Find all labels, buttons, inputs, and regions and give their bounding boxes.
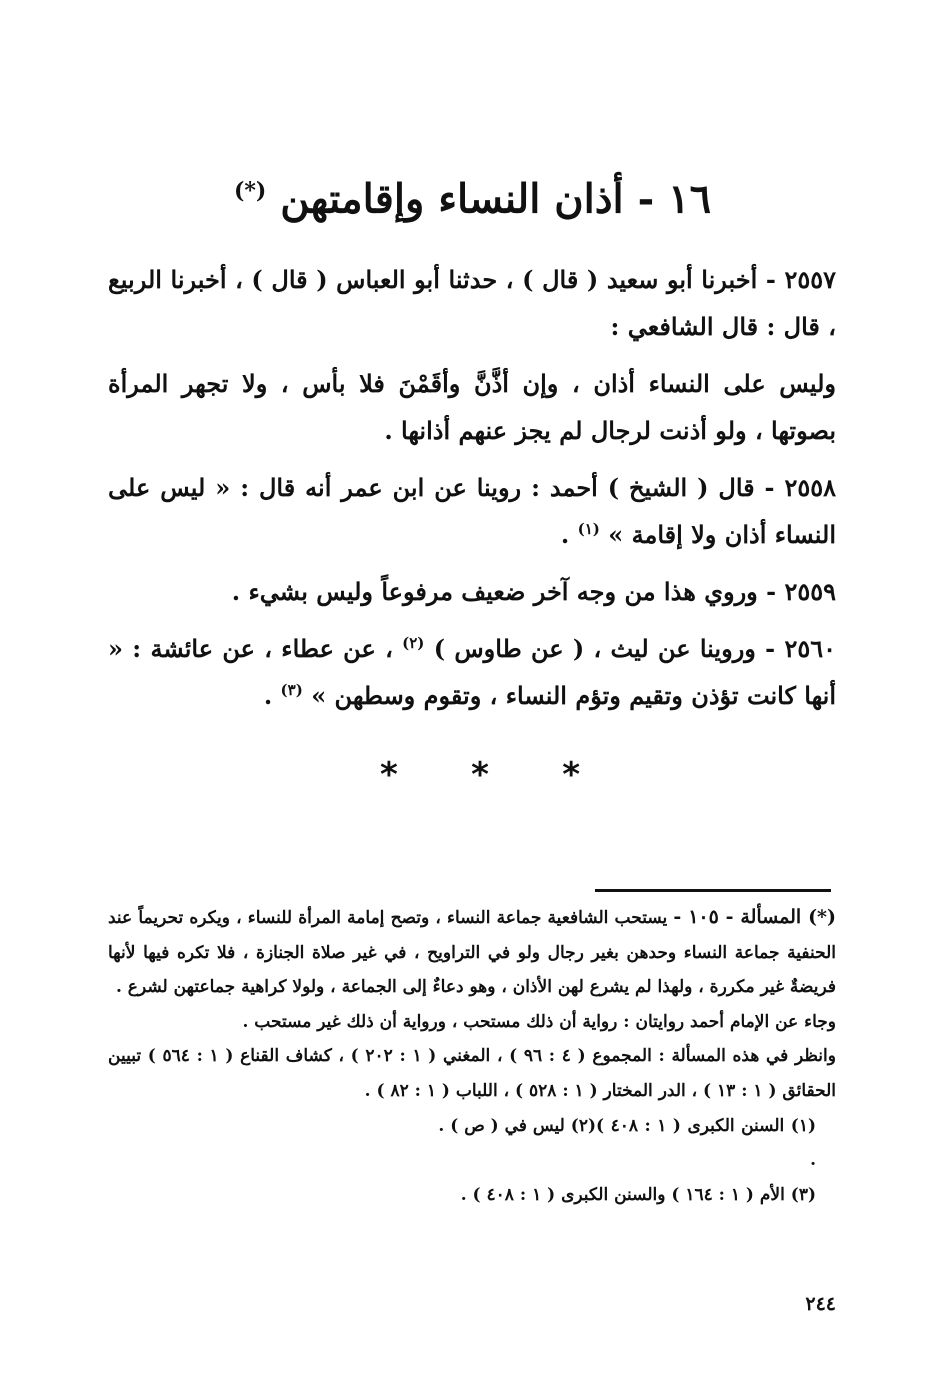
paragraph-2557-text: ٢٥٥٧ - أخبرنا أبو سعيد ( قال ) ، حدثنا أبو العباس ( قال ) ، أخبرنا الربيع ، قال : قال الشافعي : [108, 265, 836, 341]
paragraph-2558-tail: . [560, 520, 578, 549]
paragraph-2559-text: ٢٥٥٩ - وروي هذا من وجه آخر ضعيف مرفوعاً وليس بشيء . [231, 577, 836, 606]
separator-star: * [471, 755, 489, 795]
footnote-divider [595, 889, 831, 892]
chapter-title-note-mark: (*) [233, 177, 267, 204]
footnote-ref-2: (٢) [402, 634, 425, 652]
footnote-issue-text: يستحب الشافعية جماعة النساء ، وتصح إمامة المرأة للنساء ، ويكره تحريماً عند الحنفية جماعة النساء وحدهن بغير رجال ولو في التراويح ، في غير صلاة الجنازة ، فلا تكره فيها لأنها فريضةٌ غير مكررة ، ولهذا لم يشرع لهن الأذان ، وهو دعاءٌ إلى الجماعة ، ولولا كراهية جماعتهن لشرع . [108, 908, 836, 998]
footnote-ref-3: (٣) [280, 681, 303, 699]
footnote-2: (٢) ليس في ( ص ) . [438, 1115, 596, 1136]
footnote-ref-1: (١) [577, 520, 600, 538]
footnote-references-text: وانظر في هذه المسألة : المجموع ( ٤ : ٩٦ ) ، المغني ( ١ : ٢٠٢ ) ، كشاف القناع ( ١ : ٥٦٤ ) تبيين الحقائق ( ١ : ١٣ ) ، الدر المختار ( ١ : ٥٢٨ ) ، اللباب ( ١ : ٨٢ ) . [108, 1046, 836, 1101]
footnote-row-1-2 [108, 1109, 836, 1178]
footnote-1: (١) السنن الكبرى ( ١ : ٤٠٨ ) . [596, 1115, 816, 1171]
main-text [108, 256, 836, 729]
footnote-3 [108, 1178, 836, 1213]
footnotes [108, 900, 836, 1212]
paragraph-shafii-quote-text: وليس على النساء أذان ، وإن أذَّنَّ وأقَمْنَ فلا بأس ، ولا تجهر المرأة بصوتها ، ولو أذنت لرجال لم يجز عنهم أذانها . [108, 369, 836, 445]
section-separator [380, 755, 580, 795]
paragraph-2560-tail: . [263, 681, 281, 710]
footnote-ahmad-narrations [108, 1005, 836, 1040]
footnote-issue-105 [108, 900, 836, 1005]
separator-star: * [562, 755, 580, 795]
paragraph-shafii-quote [108, 360, 836, 454]
page-number: ٢٤٤ [805, 1293, 836, 1315]
footnote-issue-heading: (*) المسألة - ١٠٥ - [673, 906, 836, 928]
paragraph-2559 [108, 568, 836, 615]
paragraph-2557 [108, 256, 836, 350]
footnote-references [108, 1039, 836, 1108]
paragraph-2560 [108, 625, 836, 719]
paragraph-2560-text-2: ، عن عطاء ، عن عائشة : « أنها كانت تؤذن وتقيم وتؤم النساء ، وتقوم وسطهن » [108, 634, 836, 710]
paragraph-2558-text: ٢٥٥٨ - قال ( الشيخ ) أحمد : روينا عن ابن عمر أنه قال : « ليس على النساء أذان ولا إقامة » [108, 473, 836, 549]
separator-star: * [380, 755, 398, 795]
chapter-title-text: ١٦ - أذان النساء وإقامتهن [280, 175, 712, 223]
footnote-ahmad-narrations-text: وجاء عن الإمام أحمد روايتان : رواية أن ذلك مستحب ، ورواية أن ذلك غير مستحب . [242, 1011, 836, 1032]
footnote-3-text: (٣) الأم ( ١ : ١٦٤ ) والسنن الكبرى ( ١ : ٤٠٨ ) . [460, 1184, 816, 1205]
paragraph-2560-text: ٢٥٦٠ - وروينا عن ليث ، ( عن طاوس ) [433, 634, 836, 663]
paragraph-2558 [108, 464, 836, 558]
chapter-title [110, 163, 835, 227]
